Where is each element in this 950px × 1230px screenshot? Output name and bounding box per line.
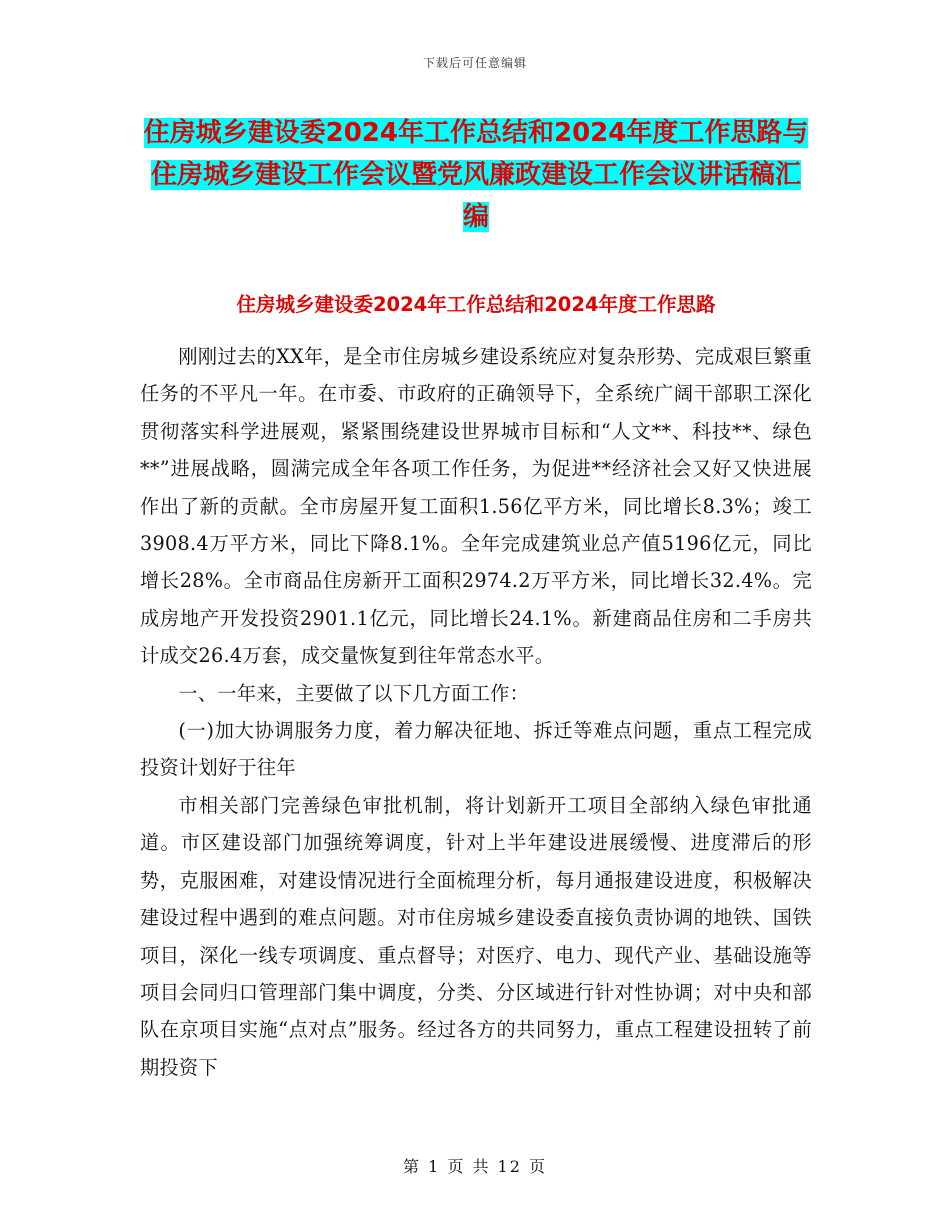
- section-title: 住房城乡建设委2024年工作总结和2024年度工作思路: [236, 293, 716, 316]
- document-title: [140, 112, 812, 238]
- paragraph-subheading-1: (一)加大协调服务力度，着力解决征地、拆迁等难点问题，重点工程完成投资计划好于往年: [140, 719, 812, 780]
- paragraph-intro: 刚刚过去的XX年，是全市住房城乡建设系统应对复杂形势、完成艰巨繁重任务的不平凡一年。在市委、市政府的正确领导下，全系统广阔干部职工深化贯彻落实科学进展观，紧紧围绕建设世界城市目标和“人文**、科技**、绿色**”进展战略，圆满完成全年各项工作任务，为促进**经济社会又好又快进展作出了新的贡献。全市房屋开复工面积1.56亿平方米，同比增长8.3%；竣工3908.4万平方米，同比下降8.1%。全年完成建筑业总产值5196亿元，同比增长28%。全市商品住房新开工面积2974.2万平方米，同比增长32.4%。完成房地产开发投资2901.1亿元，同比增长24.1%。新建商品住房和二手房共计成交26.4万套，成交量恢复到往年常态水平。: [140, 345, 812, 668]
- paragraph-heading-1: 一、一年来，主要做了以下几方面工作：: [178, 681, 530, 705]
- page-number: 第 1 页 共 12 页: [403, 1157, 547, 1176]
- header-note: 下载后可任意编辑: [422, 56, 527, 70]
- paragraph-body-1: 市相关部门完善绿色审批机制，将计划新开工项目全部纳入绿色审批通道。市区建设部门加强统筹调度，针对上半年建设进展缓慢、进度滞后的形势，克服困难，对建设情况进行全面梳理分析，每月通报建设进度，积极解决建设过程中遇到的难点问题。对市住房城乡建设委直接负责协调的地铁、国铁项目，深化一线专项调度、重点督导；对医疗、电力、现代产业、基础设施等项目会同归口管理部门集中调度，分类、分区域进行针对性协调；对中央和部队在京项目实施“点对点”服务。经过各方的共同努力，重点工程建设扭转了前期投资下: [140, 793, 812, 1079]
- document-title-text: 住房城乡建设委2024年工作总结和2024年度工作思路与住房城乡建设工作会议暨党风廉政建设工作会议讲话稿汇编: [143, 118, 809, 232]
- document-body: [140, 338, 812, 1086]
